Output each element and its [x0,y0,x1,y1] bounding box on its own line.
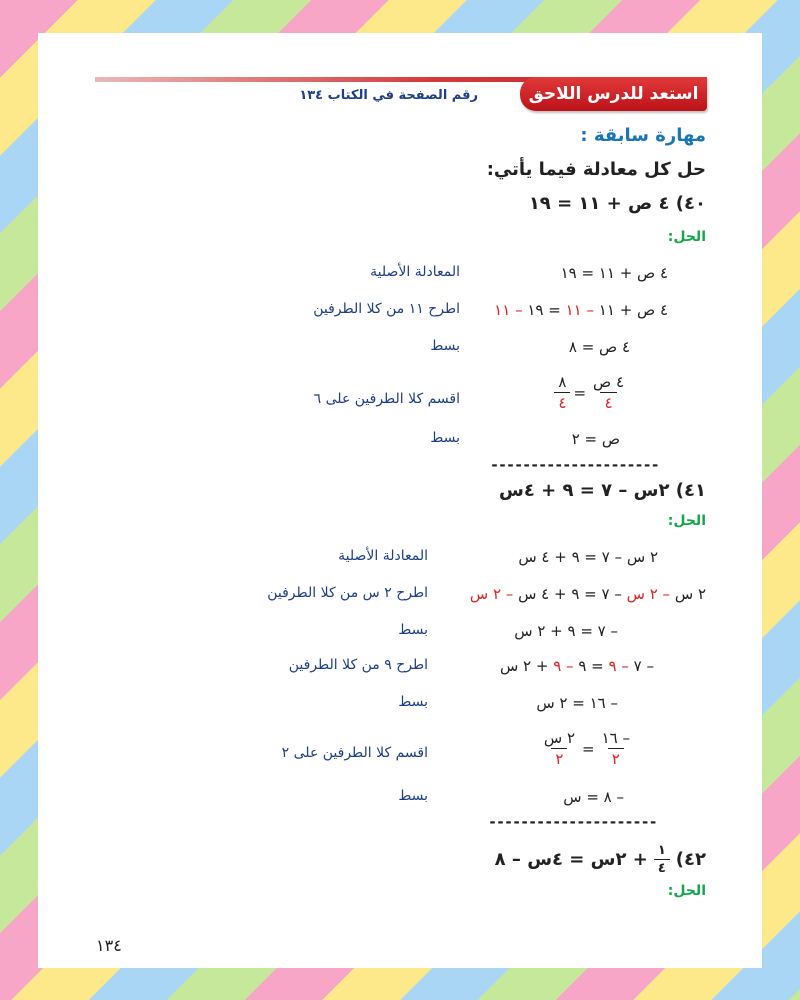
problem-40-title: ٤٠) ٤ ص + ١١ = ١٩ [528,193,706,214]
page-number: ١٣٤ [96,936,122,955]
p41-step6-fraction-equation: $\frac{- ١٦}{٢}$ = $\frac{\text{٢ س}}{٢}$ [540,729,634,768]
p40-step5-note: بسط [430,430,460,446]
p41-step5-note: بسط [398,694,428,710]
p40-step2-equation: ٤ ص + ١١ – ١١ = ١٩ – ١١ [494,301,668,319]
divider-1: --------------------- [490,456,659,474]
divider-2: --------------------- [488,813,657,831]
p41-step3-note: بسط [398,622,428,638]
problem-42-title: ٤٢) $\frac{١}{٤}$ + ٢س = ٤س – ٨ [494,843,706,876]
p40-step3-note: بسط [430,338,460,354]
p40-step1-note: المعادلة الأصلية [370,264,460,280]
page-reference: رقم الصفحة في الكتاب ١٣٤ [299,88,478,103]
p40-step5-equation: ص = ٢ [571,430,620,448]
p41-step4-note: اطرح ٩ من كلا الطرفين [288,657,428,673]
p40-step2-note: اطرح ١١ من كلا الطرفين [313,301,460,317]
p41-step6-note: اقسم كلا الطرفين على ٢ [281,745,428,761]
p41-step4-equation: – ٧ – ٩ = ٩ – ٩ + ٢ س [499,657,654,675]
p41-step2-equation: ٢ س – ٢ س – ٧ = ٩ + ٤ س – ٢ س [469,585,706,603]
p41-step2-note: اطرح ٢ س من كلا الطرفين [267,585,428,601]
p41-step1-note: المعادلة الأصلية [338,548,428,564]
section-banner: استعد للدرس اللاحق [520,77,707,111]
p40-step4-fraction-equation: $\frac{\text{٤ ص}}{٤}$ = $\frac{٨}{٤}$ [554,373,628,412]
worksheet-page [38,33,762,968]
instruction-text: حل كل معادلة فيما يأتي: [486,159,706,180]
solution-label-40: الحل: [667,229,706,245]
problem-41-title: ٤١) ٢س – ٧ = ٩ + ٤س [499,480,706,501]
skill-heading: مهارة سابقة : [580,125,706,146]
p41-step1-equation: ٢ س – ٧ = ٩ + ٤ س [518,548,658,566]
solution-label-41: الحل: [667,513,706,529]
p40-right-fraction: $\frac{٨}{٤}$ [554,373,570,412]
p40-step4-note: اقسم كلا الطرفين على ٦ [313,391,460,407]
p41-right-fraction: $\frac{\text{٢ س}}{٢}$ [543,729,576,768]
p40-left-fraction: $\frac{\text{٤ ص}}{٤}$ [593,373,624,412]
solution-label-42: الحل: [667,883,706,899]
p42-fraction: $\frac{١}{٤}$ [654,843,670,876]
p40-step1-equation: ٤ ص + ١١ = ١٩ [560,264,668,282]
p41-step5-equation: – ١٦ = ٢ س [536,694,618,712]
p41-step3-equation: – ٧ = ٩ + ٢ س [514,622,618,640]
p41-step7-equation: – ٨ = س [563,788,624,806]
p40-step3-equation: ٤ ص = ٨ [568,338,630,356]
p41-left-fraction: $\frac{- ١٦}{٢}$ [601,729,630,768]
p41-step7-note: بسط [398,788,428,804]
